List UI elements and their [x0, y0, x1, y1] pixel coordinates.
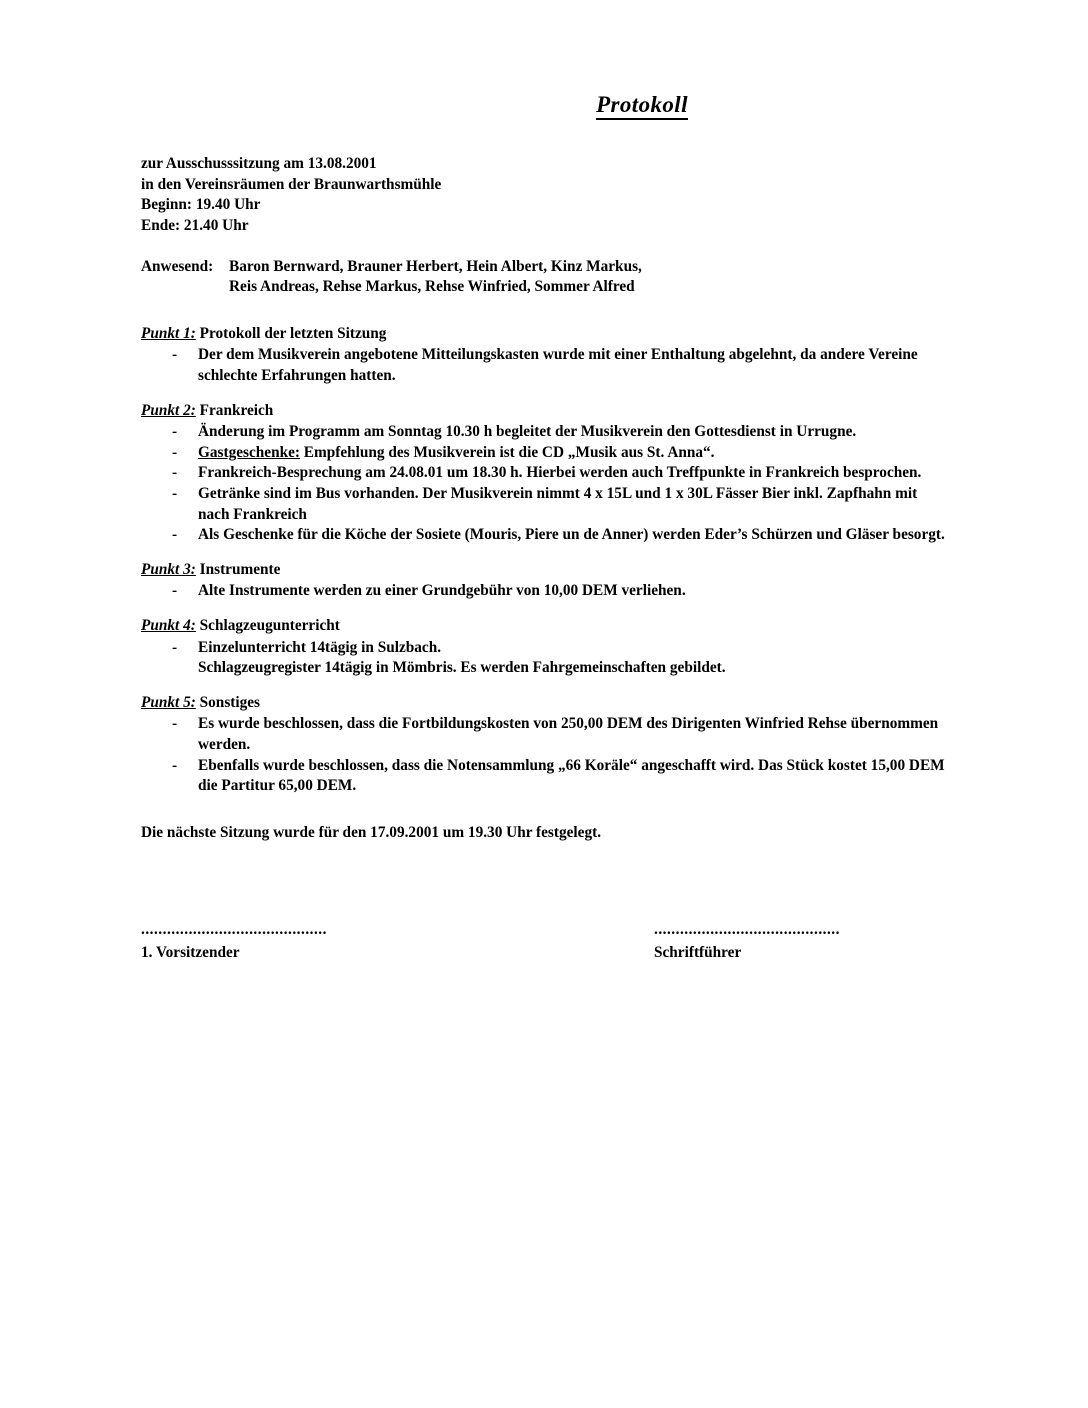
section-heading [141, 401, 947, 422]
section-punkt-label: Punkt 3: [141, 560, 196, 578]
section-heading [141, 693, 947, 714]
list-item-text: Ebenfalls wurde beschlossen, dass die Notensammlung „66 Koräle“ angeschafft wird. Das Stück kostet 15,00 DEM die Partitur 65,00 DEM. [198, 756, 945, 795]
section-title: Instrumente [199, 560, 281, 578]
list-item [141, 581, 947, 602]
list-item-text: Alte Instrumente werden zu einer Grundgebühr von 10,00 DEM verliehen. [198, 582, 686, 600]
section-punkt-3 [141, 560, 947, 602]
list-item-continuation: Schlagzeugregister 14tägig in Mömbris. Es werden Fahrgemeinschaften gebildet. [198, 659, 726, 677]
attendance-row-1 [141, 257, 947, 278]
signature-secretary [654, 921, 840, 964]
section-item-list [141, 638, 947, 679]
section-title: Protokoll der letzten Sitzung [199, 324, 387, 342]
page-title-text: Protokoll [596, 92, 688, 120]
section-gap [141, 679, 947, 693]
list-item [141, 525, 947, 546]
list-item [141, 443, 947, 464]
meta-line-end-time: Ende: 21.40 Uhr [141, 217, 249, 235]
signature-area [141, 921, 947, 979]
signature-role-chairman: 1. Vorsitzender [141, 944, 240, 962]
list-item-text: Als Geschenke für die Köche der Sosiete (Mouris, Piere un de Anner) werden Eder’s Schürzen und Gläser besorgt. [198, 526, 945, 544]
section-heading [141, 324, 947, 345]
attendance-label: Anwesend: [141, 257, 214, 275]
meta-line-occasion: zur Ausschusssitzung am 13.08.2001 [141, 155, 377, 173]
signature-chairman [141, 921, 327, 964]
section-punkt-5 [141, 693, 947, 797]
section-item-list [141, 422, 947, 546]
signature-line-secretary: ........................................... [654, 921, 840, 939]
section-heading [141, 560, 947, 581]
section-item-list [141, 345, 947, 386]
section-item-list [141, 581, 947, 602]
page-title [141, 92, 947, 120]
section-title: Frankreich [199, 401, 274, 419]
section-punkt-label: Punkt 4: [141, 616, 196, 634]
section-gap [141, 387, 947, 401]
list-item-text: Der dem Musikverein angebotene Mitteilungskasten wurde mit einer Enthaltung abgelehnt, da andere Vereine schlechte Erfahrungen hatten. [198, 346, 918, 385]
attendance-label-spacer [141, 277, 229, 298]
list-item-text: Es wurde beschlossen, dass die Fortbildungskosten von 250,00 DEM des Dirigenten Winfried Rehse übernommen werden. [198, 715, 939, 753]
attendance-names-line-2: Reis Andreas, Rehse Markus, Rehse Winfried, Sommer Alfred [229, 278, 635, 296]
document-body [141, 92, 947, 979]
section-gap [141, 546, 947, 560]
section-punkt-2 [141, 401, 947, 546]
list-item [141, 422, 947, 443]
meta-line-start-time: Beginn: 19.40 Uhr [141, 196, 261, 214]
section-punkt-label: Punkt 2: [141, 401, 196, 419]
list-item [141, 714, 947, 755]
attendance-block [141, 257, 947, 298]
list-item [141, 756, 947, 797]
list-item-text: Änderung im Programm am Sonntag 10.30 h begleitet der Musikverein den Gottesdienst in Urrugne. [198, 423, 857, 441]
section-punkt-label: Punkt 1: [141, 324, 196, 342]
list-item-text: Getränke sind im Bus vorhanden. Der Musikverein nimmt 4 x 15L und 1 x 30L Fässer Bier inkl. Zapfhahn mit nach Frankreich [198, 485, 918, 523]
list-item [141, 345, 947, 386]
signature-line-chairman: ........................................... [141, 921, 327, 939]
section-item-list [141, 714, 947, 796]
list-item-text: Einzelunterricht 14tägig in Sulzbach. [198, 638, 442, 656]
meeting-meta [141, 154, 947, 236]
section-punkt-label: Punkt 5: [141, 693, 196, 711]
section-punkt-1 [141, 324, 947, 387]
list-item-text: Empfehlung des Musikverein ist die CD „Musik aus St. Anna“. [299, 443, 715, 461]
list-item [141, 484, 947, 525]
sections-container [141, 324, 947, 797]
list-item [141, 638, 947, 679]
list-item [141, 463, 947, 484]
list-item-text: Frankreich-Besprechung am 24.08.01 um 18.30 h. Hierbei werden auch Treffpunkte in Frankreich besprochen. [198, 464, 922, 482]
section-title: Sonstiges [199, 693, 261, 711]
meta-line-location: in den Vereinsräumen der Braunwarthsmühle [141, 175, 442, 193]
section-gap [141, 602, 947, 616]
signature-role-secretary: Schriftführer [654, 944, 742, 962]
next-meeting-note: Die nächste Sitzung wurde für den 17.09.2001 um 19.30 Uhr festgelegt. [141, 823, 602, 841]
list-item-lead: Gastgeschenke: [198, 443, 300, 461]
section-punkt-4 [141, 616, 947, 679]
attendance-row-2 [141, 277, 947, 298]
section-heading [141, 616, 947, 637]
section-title: Schlagzeugunterricht [199, 616, 340, 634]
attendance-names-line-1: Baron Bernward, Brauner Herbert, Hein Albert, Kinz Markus, [229, 257, 642, 275]
